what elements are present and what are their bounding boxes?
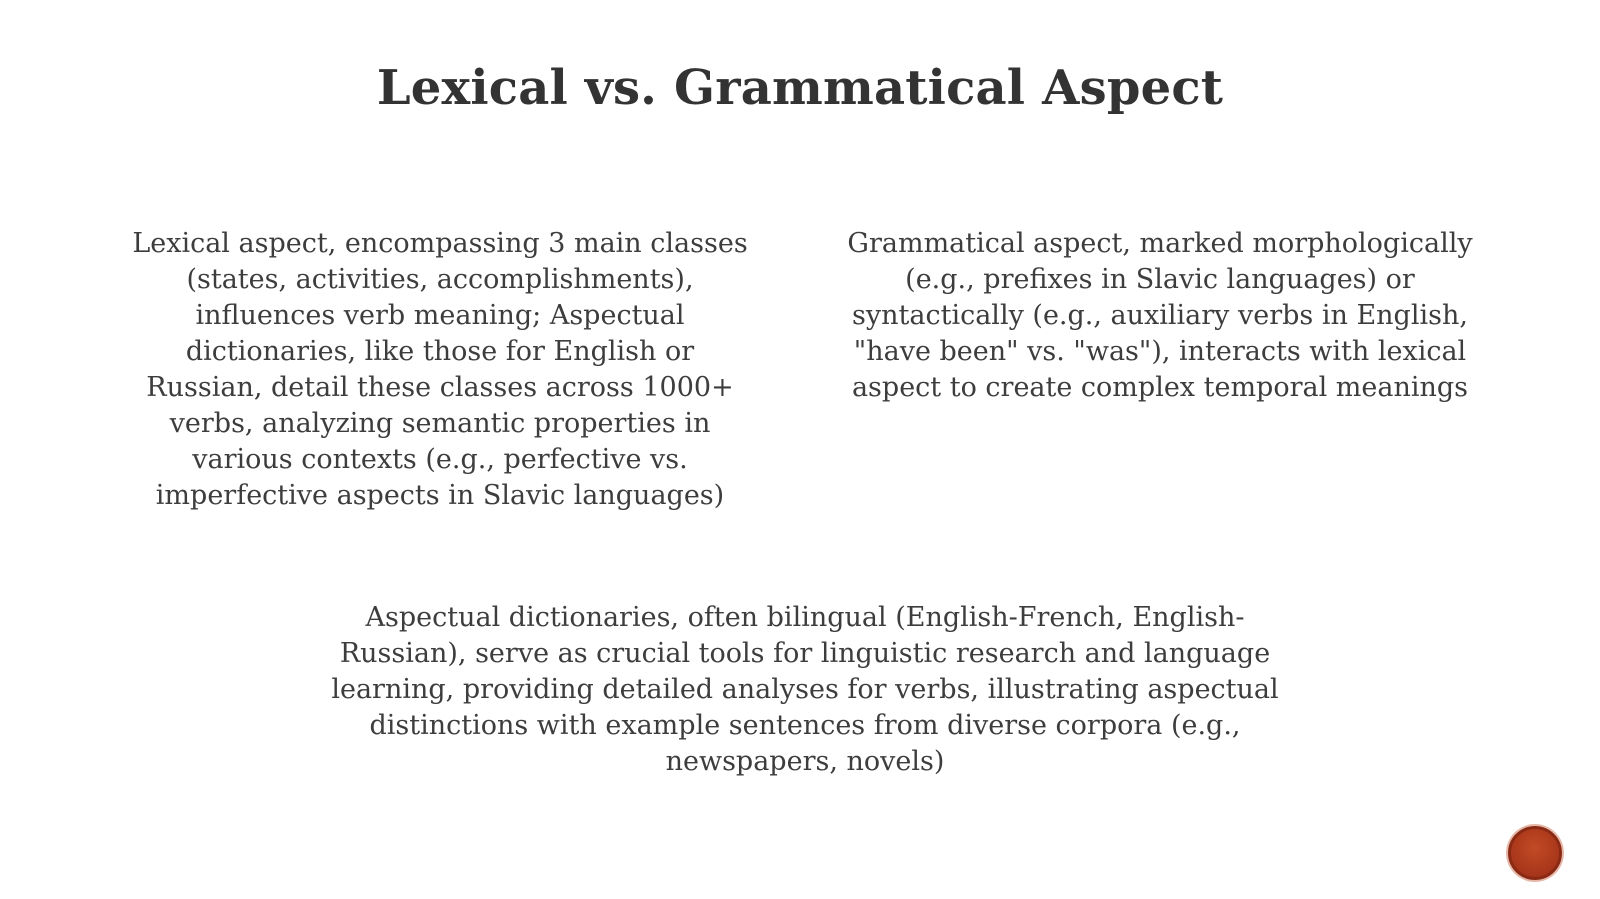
grammatical-aspect-text: Grammatical aspect, marked morphologically (e.g., prefixes in Slavic languages) or syntactically (e.g., auxiliary verbs in English, "have been" vs. "was"), interacts with lexical aspect to create complex temporal meanings	[847, 228, 1473, 403]
aspectual-dictionaries-text: Aspectual dictionaries, often bilingual (English-French, English- Russian), serve as crucial tools for linguistic research and language learning, providing detailed analyses for verbs, illustrating aspectual distinctions with example sentences from diverse corpora (e.g., newspapers, novels)	[331, 602, 1279, 777]
slide-nav-button[interactable]	[1508, 826, 1562, 880]
slide-title: Lexical vs. Grammatical Aspect	[376, 60, 1224, 116]
lexical-aspect-text: Lexical aspect, encompassing 3 main classes (states, activities, accomplishments), influences verb meaning; Aspectual dictionaries, like those for English or Russian, detail these classes across 1000+ verbs, analyzing semantic properties in various contexts (e.g., perfective vs. imperfective aspects in Slavic languages)	[132, 228, 748, 511]
